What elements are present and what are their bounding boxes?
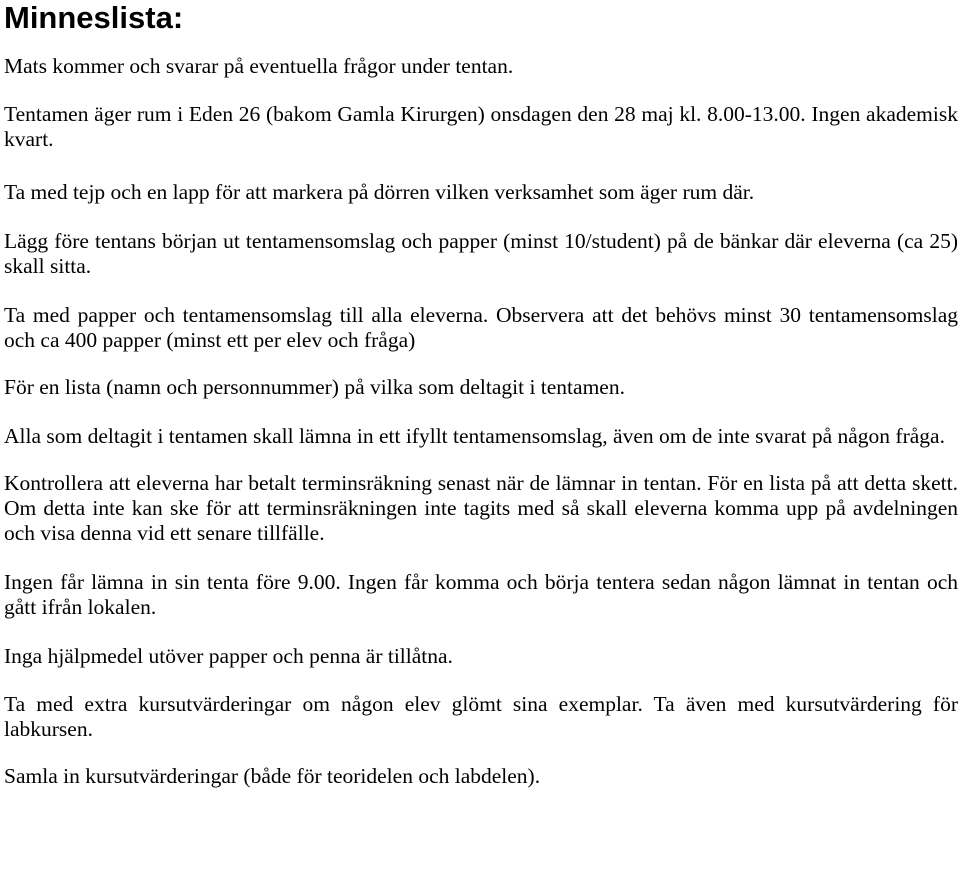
checklist-item: Lägg före tentans början ut tentamensomslag och papper (minst 10/student) på de bänkar där eleverna (ca 25) skall sitta. xyxy=(4,229,958,278)
checklist-item: Mats kommer och svarar på eventuella frågor under tentan. xyxy=(4,54,514,78)
checklist-item: Tentamen äger rum i Eden 26 (bakom Gamla Kirurgen) onsdagen den 28 maj kl. 8.00-13.00. Ingen akademisk kvart. xyxy=(4,102,958,151)
checklist-item: För en lista (namn och personnummer) på vilka som deltagit i tentamen. xyxy=(4,375,625,399)
checklist-item: Kontrollera att eleverna har betalt terminsräkning senast när de lämnar in tentan. För en lista på att detta skett. Om detta inte kan ske för att terminsräkningen inte tagits med så skall eleverna komma upp på avdelningen och visa denna vid ett senare tillfälle. xyxy=(4,471,958,545)
checklist-item: Inga hjälpmedel utöver papper och penna är tillåtna. xyxy=(4,644,453,668)
checklist-item: Alla som deltagit i tentamen skall lämna in ett ifyllt tentamensomslag, även om de inte svarat på någon fråga. xyxy=(4,424,945,448)
checklist-item: Ta med tejp och en lapp för att markera på dörren vilken verksamhet som äger rum där. xyxy=(4,180,755,204)
checklist xyxy=(4,54,958,789)
checklist-item: Samla in kursutvärderingar (både för teoridelen och labdelen). xyxy=(4,764,541,788)
checklist-item: Ta med extra kursutvärderingar om någon elev glömt sina exemplar. Ta även med kursutvärdering för labkursen. xyxy=(4,692,958,741)
checklist-item: Ingen får lämna in sin tenta före 9.00. Ingen får komma och börja tentera sedan någon lämnat in tentan och gått ifrån lokalen. xyxy=(4,570,958,619)
checklist-item: Ta med papper och tentamensomslag till alla eleverna. Observera att det behövs minst 30 tentamensomslag och ca 400 papper (minst ett per elev och fråga) xyxy=(4,303,958,352)
page-title: Minneslista: xyxy=(4,0,184,35)
